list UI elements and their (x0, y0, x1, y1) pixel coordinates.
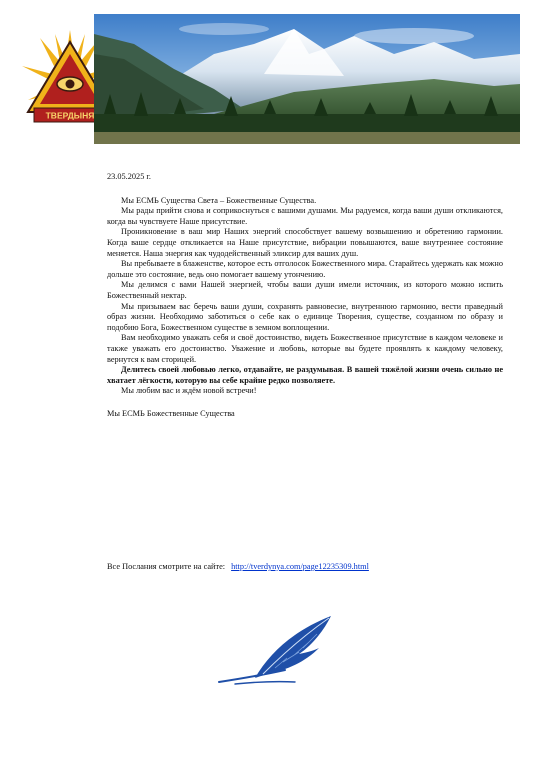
letter-closing: Мы любим вас и ждём новой встречи! (121, 386, 257, 396)
quill-pen-icon (215, 612, 335, 687)
logo-text: ТВЕРДЫНЯ (45, 110, 95, 121)
letter-date: 23.05.2025 г. (107, 172, 151, 181)
site-link[interactable]: http://tverdynya.com/page12235309.html (231, 562, 369, 571)
letter-paragraph: Вы пребываете в блаженстве, которое есть отголосок Божественного мира. Старайтесь удержать как можно дольше это состояние, ведь оно помогает вашему утончению. (107, 259, 503, 279)
mountain-banner-image (94, 14, 520, 144)
letter-paragraph: Вам необходимо уважать себя и своё достоинство, видеть Божественное присутствие в каждом человеке и также уважать его достоинство. Уважение и любовь, которые вы будете проявлять к каждому человеку, вернутся к вам сторицей. (107, 333, 503, 364)
letter-paragraph: Мы рады прийти снова и соприкоснуться с вашими душами. Мы радуемся, когда ваши души откликаются, когда вы чувствуете Наше присутствие. (107, 206, 503, 226)
footer-line (107, 561, 487, 572)
letter-paragraph: Проникновение в ваш мир Наших энергий способствует вашему возвышению и обретению гармонии. Когда ваше сердце откликается на Наше присутствие, вибрации повышаются, ваше внутреннее состояние меняется. Наша энергия как чудодейственный эликсир для ваших душ. (107, 227, 503, 258)
letter-paragraph: Мы ЕСМЬ Существа Света – Божественные Существа. (121, 195, 317, 205)
letter-body (107, 172, 503, 419)
footer-label: Все Послания смотрите на сайте: (107, 562, 226, 571)
letter-bold-paragraph: Делитесь своей любовью легко, отдавайте, не раздумывая. В вашей тяжёлой жизни очень сильно не хватает лёгкости, которую вы себе крайне редко позволяете. (107, 365, 503, 385)
letter-paragraph: Мы призываем вас беречь ваши души, сохранять равновесие, внутреннюю гармонию, вести праведный образ жизни. Необходимо заботиться о себе как о единице Творения, существе, созданном по образу и подобию Бога, Божественном существе в земном воплощении. (107, 301, 503, 332)
letter-signature: Мы ЕСМЬ Божественные Существа (107, 408, 235, 418)
letter-paragraph: Мы делимся с вами Нашей энергией, чтобы ваши души имели источник, из которого можно испить Божественный нектар. (107, 280, 503, 300)
